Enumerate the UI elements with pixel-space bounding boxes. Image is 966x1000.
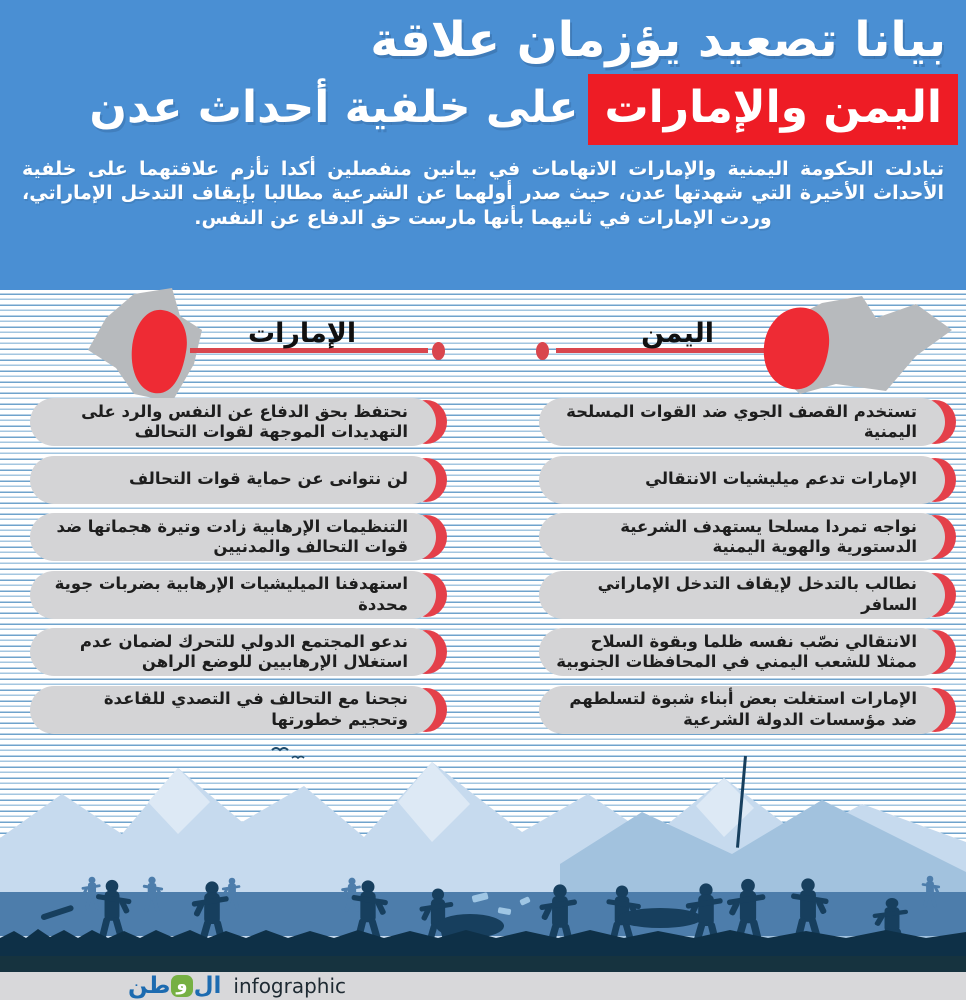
logo-green-bubble: و bbox=[171, 975, 192, 997]
yemen-red-blob bbox=[760, 306, 848, 392]
footer bbox=[0, 956, 966, 1000]
logo-letters: ال bbox=[193, 972, 222, 999]
uae-statement-pill bbox=[30, 456, 436, 504]
yemen-statement-pill bbox=[539, 398, 945, 446]
title-line2-rest: على خلفية أحداث عدن bbox=[89, 82, 579, 133]
yemen-statement-pill bbox=[539, 571, 945, 619]
uae-statement-pill bbox=[30, 513, 436, 561]
battle-illustration bbox=[0, 742, 966, 956]
statement-text: التنظيمات الإرهابية زادت وتيرة هجماتها ضد قوات التحالف والمدنيين bbox=[56, 516, 408, 556]
header bbox=[0, 0, 966, 290]
uae-statement-pill bbox=[30, 686, 436, 734]
statement-text: الانتقالي نصّب نفسه ظلما وبقوة السلاح ممثلا للشعب اليمني في المحافظات الجنوبية bbox=[556, 631, 917, 671]
uae-red-blob bbox=[128, 308, 192, 396]
footer-brand-bar bbox=[0, 972, 966, 1000]
statement-text: الإمارات تدعم ميليشيات الانتقالي bbox=[645, 469, 917, 489]
yemen-statement-pill bbox=[539, 456, 945, 504]
yemen-label: اليمن bbox=[641, 318, 714, 349]
statement-text: نطالب بالتدخل لإيقاف التدخل الإماراتي السافر bbox=[597, 574, 917, 614]
page-title-line2 bbox=[0, 70, 966, 145]
uae-statement-pill bbox=[30, 628, 436, 676]
statement-text: استهدفنا الميليشيات الإرهابية بضربات جوية محددة bbox=[54, 574, 408, 614]
statement-text: تستخدم القصف الجوي ضد القوات المسلحة اليمنية bbox=[566, 401, 917, 441]
title-highlight-redbox: اليمن والإمارات bbox=[588, 74, 958, 145]
uae-statement-pill bbox=[30, 398, 436, 446]
yemen-statement-pill bbox=[539, 628, 945, 676]
statement-text: ندعو المجتمع الدولي للتحرك لضمان عدم استغلال الإرهابيين للوضع الراهن bbox=[79, 631, 408, 671]
statements-grid bbox=[0, 398, 966, 734]
statement-text: لن نتوانى عن حماية قوات التحالف bbox=[129, 469, 408, 489]
statement-text: نحتفظ بحق الدفاع عن النفس والرد على التهديدات الموجهة لقوات التحالف bbox=[81, 401, 408, 441]
infographic-caption: infographic bbox=[233, 974, 347, 998]
uae-label: الإمارات bbox=[248, 318, 357, 349]
connector-dot-right bbox=[536, 342, 549, 360]
statement-text: نجحنا مع التحالف في التصدي للقاعدة وتحجيم خطورتها bbox=[103, 689, 408, 729]
connector-dot-left bbox=[432, 342, 445, 360]
uae-column bbox=[30, 398, 436, 734]
yemen-statement-pill bbox=[539, 686, 945, 734]
uae-statement-pill bbox=[30, 571, 436, 619]
statement-text: نواجه تمردا مسلحا يستهدف الشرعية الدستورية والهوية اليمنية bbox=[620, 516, 917, 556]
page-title-line1: بيانا تصعيد يؤزمان علاقة bbox=[370, 12, 946, 68]
intro-paragraph: تبادلت الحكومة اليمنية والإمارات الاتهامات في بيانين منفصلين أكدا تأزم علاقتهما على خلفية الأحداث الأخيرة التي شهدتها عدن، حيث صدر أولهما عن الشرعية مطالبا بإيقاف التدخل الإماراتي، وردت الإمارات في ثانيهما بأنها مارست حق الدفاع عن النفس. bbox=[22, 158, 944, 229]
yemen-statement-pill bbox=[539, 513, 945, 561]
footer-dark-bar bbox=[0, 956, 966, 972]
alwatan-logo bbox=[128, 972, 222, 999]
yemen-column bbox=[539, 398, 945, 734]
logo-letters: طن bbox=[128, 972, 171, 999]
statement-text: الإمارات استغلت بعض أبناء شبوة لتسلطهم ضد مؤسسات الدولة الشرعية bbox=[569, 689, 917, 729]
countries-row bbox=[0, 292, 966, 398]
